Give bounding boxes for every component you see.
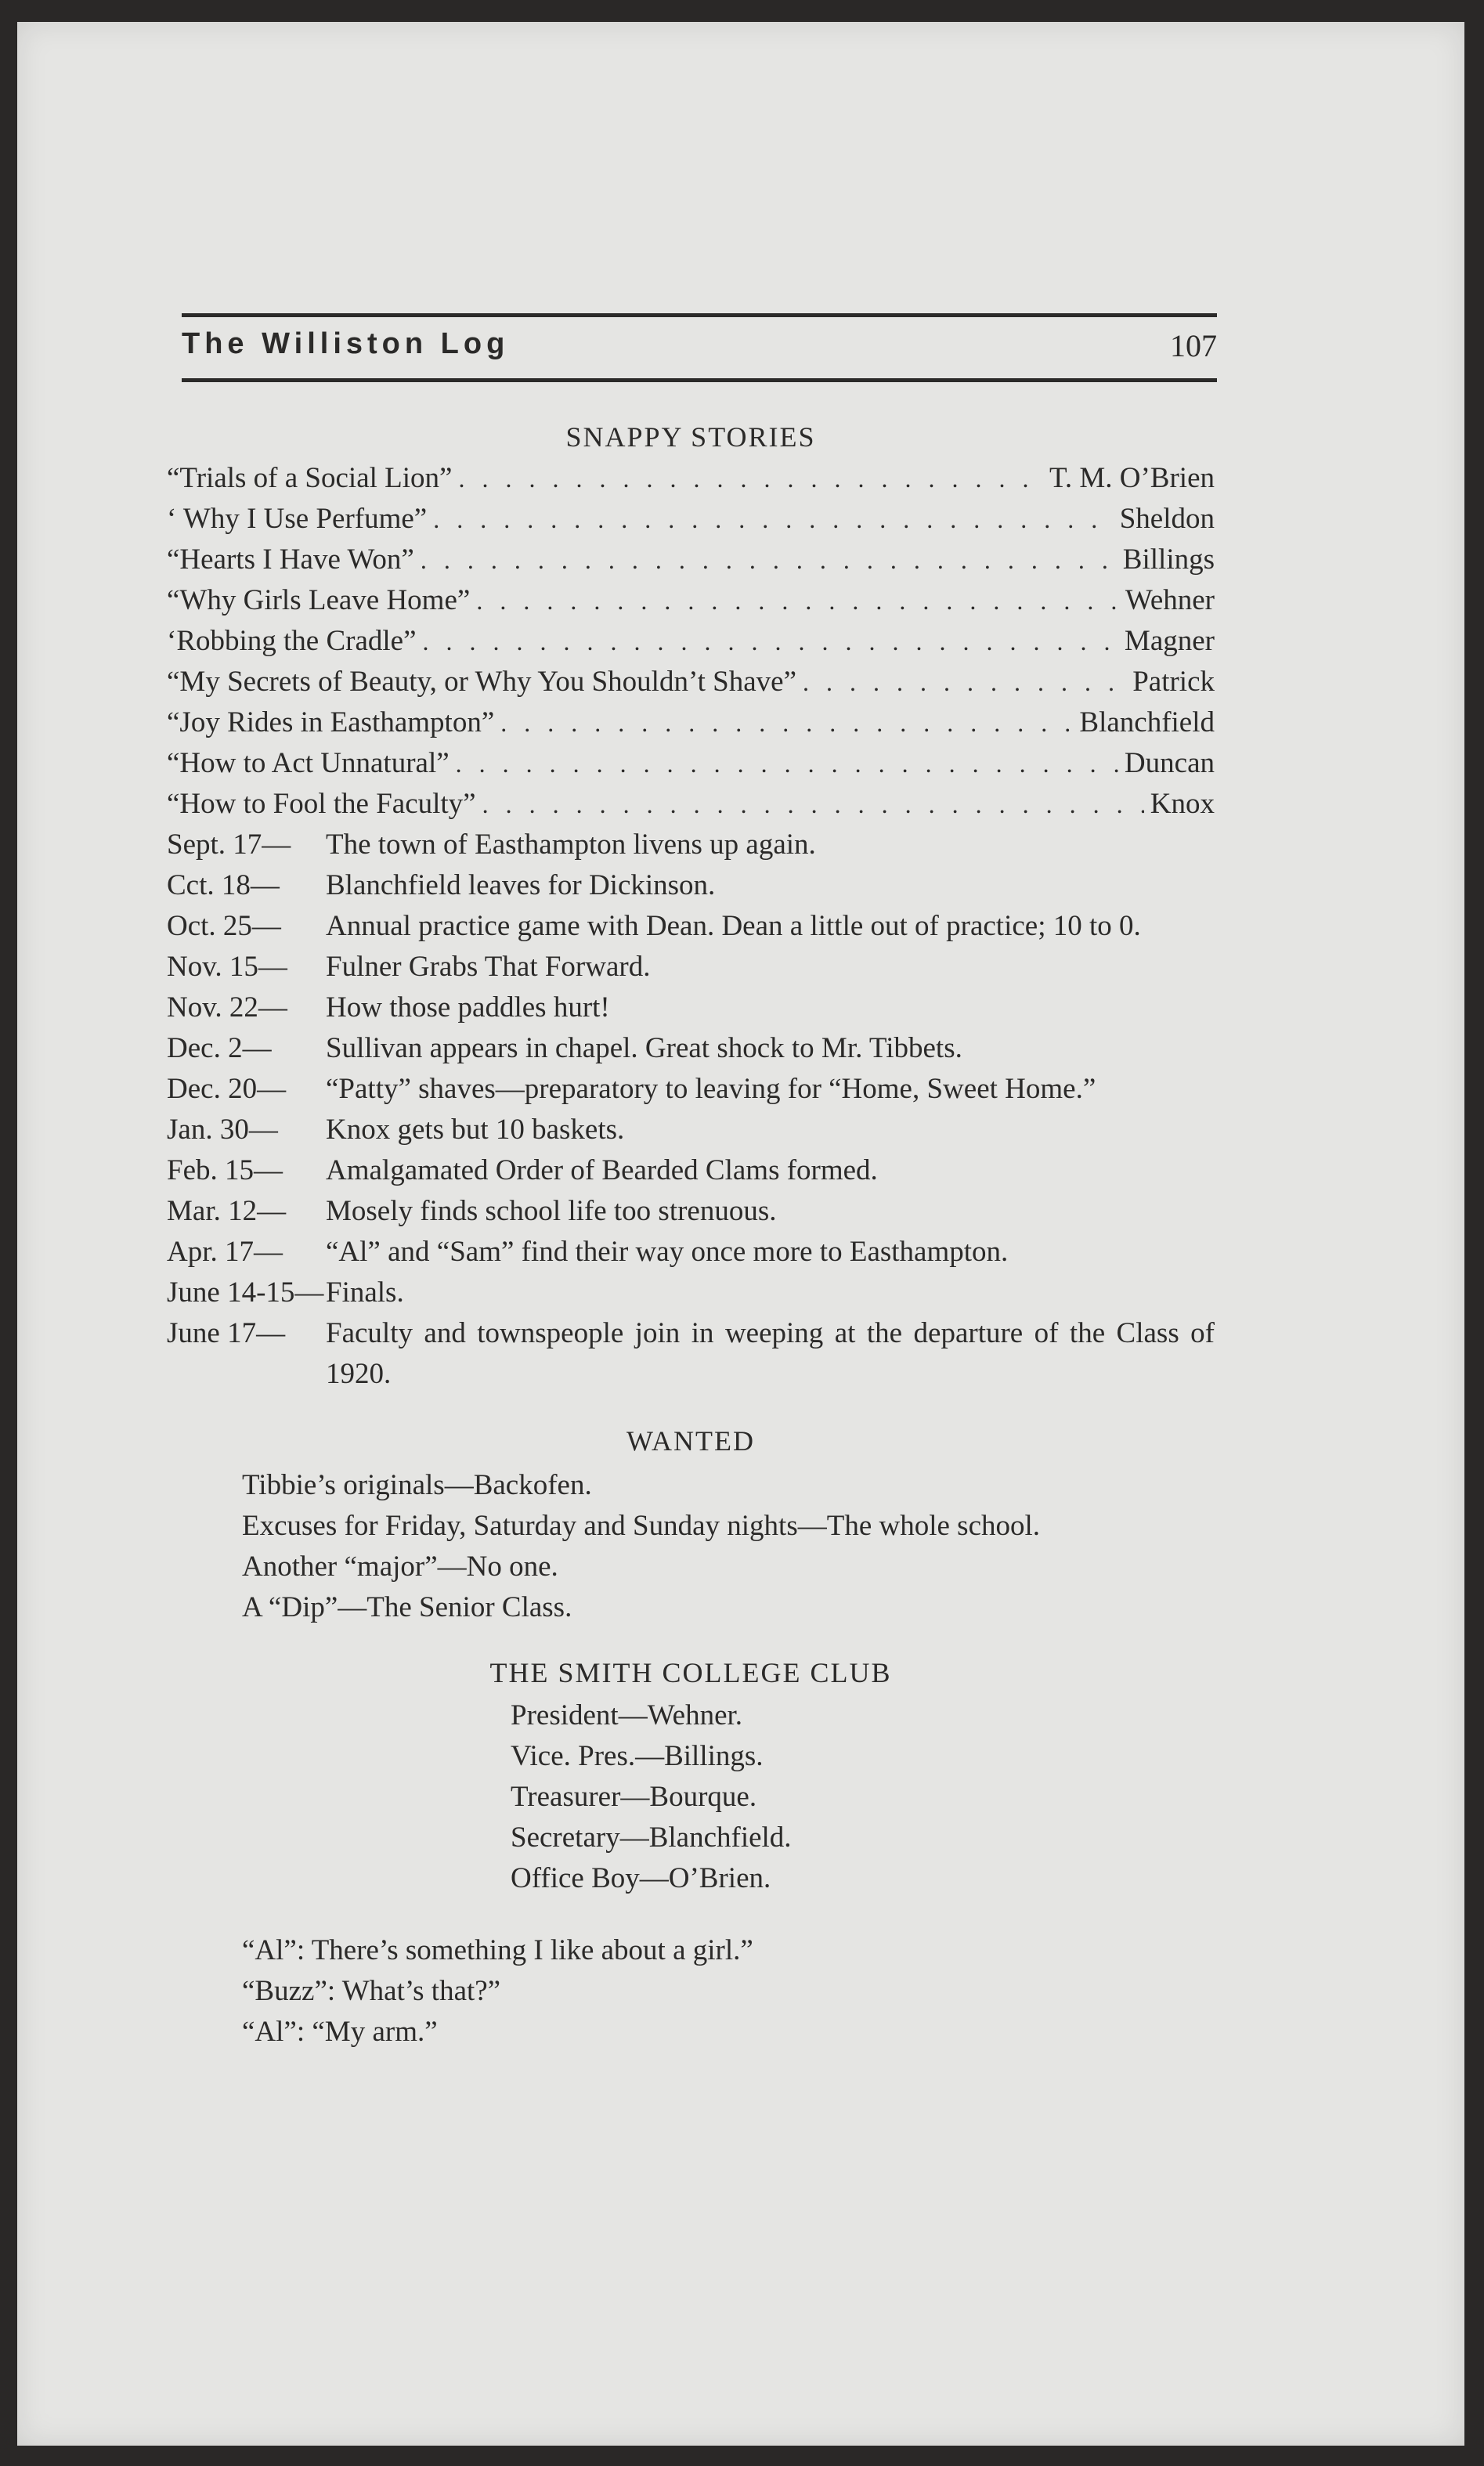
wanted-list <box>167 1465 1215 1628</box>
story-entry <box>167 784 1215 825</box>
dot-leader <box>421 540 1117 580</box>
dot-leader <box>433 499 1114 540</box>
calendar-entry <box>167 825 1215 865</box>
calendar-entry <box>167 906 1215 947</box>
calendar-text: Faculty and townspeople join in weeping at the departure of the Class of 1920. <box>326 1317 1215 1390</box>
snappy-stories-list <box>167 458 1215 825</box>
dot-leader <box>456 743 1118 784</box>
story-entry <box>167 621 1215 662</box>
calendar-entry <box>167 1232 1215 1273</box>
story-title: “Joy Rides in Easthampton” <box>167 706 495 738</box>
wanted-item: A “Dip”—The Senior Class. <box>242 1591 572 1623</box>
calendar-date: Dec. 2— <box>167 1032 272 1064</box>
story-title: “Trials of a Social Lion” <box>167 462 453 494</box>
calendar-entry <box>167 865 1215 906</box>
calendar-date: Sept. 17— <box>167 829 291 861</box>
wanted-item: Excuses for Friday, Saturday and Sunday nights—The whole school. <box>242 1510 1041 1542</box>
story-author: Knox <box>1150 788 1215 820</box>
story-entry <box>167 743 1215 784</box>
dot-leader <box>423 621 1118 662</box>
running-header <box>182 313 1217 382</box>
calendar-text: Sullivan appears in chapel. Great shock to Mr. Tibbets. <box>326 1032 962 1064</box>
calendar-text: Knox gets but 10 baskets. <box>326 1114 625 1146</box>
page-content <box>167 421 1215 2053</box>
club-officer: Vice. Pres.—Billings. <box>511 1740 764 1772</box>
calendar-date: Nov. 15— <box>167 951 287 983</box>
calendar-list <box>167 825 1215 1395</box>
calendar-date: June 14-15— <box>167 1276 324 1309</box>
page-number: 107 <box>1170 328 1217 363</box>
story-author: Wehner <box>1125 584 1215 616</box>
calendar-entry <box>167 1069 1215 1110</box>
story-title: “Hearts I Have Won” <box>167 543 414 576</box>
story-title: “Why Girls Leave Home” <box>167 584 471 616</box>
dialogue-line: “Al”: “My arm.” <box>242 2016 438 2048</box>
club-heading: THE SMITH COLLEGE CLUB <box>489 1657 892 1688</box>
club-officer: Secretary—Blanchfield. <box>511 1822 792 1854</box>
story-entry <box>167 702 1215 743</box>
story-title: “How to Act Unnatural” <box>167 747 450 779</box>
calendar-entry <box>167 1191 1215 1232</box>
calendar-date: Cct. 18— <box>167 869 280 901</box>
calendar-date: Dec. 20— <box>167 1073 287 1105</box>
story-title: ‘ Why I Use Perfume” <box>167 503 428 535</box>
calendar-date: Apr. 17— <box>167 1236 283 1268</box>
story-entry <box>167 662 1215 702</box>
story-entry <box>167 499 1215 540</box>
header-rule-top <box>182 313 1217 317</box>
calendar-text: “Al” and “Sam” find their way once more to Easthampton. <box>326 1236 1009 1268</box>
story-author: Patrick <box>1132 666 1215 698</box>
calendar-text: How those paddles hurt! <box>326 991 610 1024</box>
dot-leader <box>803 662 1126 702</box>
calendar-text: Mosely finds school life too strenuous. <box>326 1195 777 1227</box>
dialogue-joke <box>167 1930 1215 2053</box>
calendar-text: The town of Easthampton livens up again. <box>326 829 816 861</box>
story-author: Blanchfield <box>1079 706 1215 738</box>
story-title: “My Secrets of Beauty, or Why You Shouldn’t Shave” <box>167 666 796 698</box>
story-author: Duncan <box>1124 747 1215 779</box>
calendar-text: Annual practice game with Dean. Dean a little out of practice; 10 to 0. <box>326 910 1141 942</box>
dialogue-line: “Al”: There’s something I like about a girl.” <box>242 1934 753 1966</box>
wanted-item: Tibbie’s originals—Backofen. <box>242 1469 592 1501</box>
calendar-text: Blanchfield leaves for Dickinson. <box>326 869 716 901</box>
dot-leader <box>500 702 1073 743</box>
wanted-item: Another “major”—No one. <box>242 1551 558 1583</box>
calendar-entry <box>167 1313 1215 1395</box>
story-author: T. M. O’Brien <box>1049 462 1215 494</box>
calendar-date: Oct. 25— <box>167 910 281 942</box>
club-officer: President—Wehner. <box>511 1699 743 1731</box>
calendar-entry <box>167 1150 1215 1191</box>
calendar-date: Mar. 12— <box>167 1195 287 1227</box>
club-officer: Office Boy—O’Brien. <box>511 1862 771 1894</box>
running-title: The Williston Log <box>182 327 510 360</box>
calendar-text: Finals. <box>326 1276 404 1309</box>
calendar-text: Fulner Grabs That Forward. <box>326 951 651 983</box>
story-title: “How to Fool the Faculty” <box>167 788 476 820</box>
calendar-entry <box>167 1110 1215 1150</box>
dialogue-line: “Buzz”: What’s that?” <box>242 1975 501 2007</box>
story-author: Billings <box>1122 543 1215 576</box>
calendar-entry <box>167 1273 1215 1313</box>
calendar-entry <box>167 1028 1215 1069</box>
calendar-text: “Patty” shaves—preparatory to leaving for “Home, Sweet Home.” <box>326 1073 1096 1105</box>
story-entry <box>167 458 1215 499</box>
dot-leader <box>482 784 1144 825</box>
calendar-date: Nov. 22— <box>167 991 287 1024</box>
header-rule-bottom <box>182 378 1217 382</box>
story-author: Magner <box>1124 625 1215 657</box>
calendar-entry <box>167 987 1215 1028</box>
story-title: ‘Robbing the Cradle” <box>167 625 417 657</box>
club-officer: Treasurer—Bourque. <box>511 1781 757 1813</box>
wanted-heading: WANTED <box>626 1425 755 1457</box>
calendar-date: Jan. 30— <box>167 1114 278 1146</box>
story-entry <box>167 580 1215 621</box>
story-author: Sheldon <box>1119 503 1215 535</box>
story-entry <box>167 540 1215 580</box>
snappy-stories-heading: SNAPPY STORIES <box>565 421 816 453</box>
calendar-date: Feb. 15— <box>167 1154 283 1186</box>
dot-leader <box>476 580 1119 621</box>
calendar-text: Amalgamated Order of Bearded Clams formed. <box>326 1154 878 1186</box>
dot-leader <box>458 458 1043 499</box>
calendar-entry <box>167 947 1215 987</box>
club-officers-list <box>167 1695 1215 1899</box>
calendar-date: June 17— <box>167 1317 286 1349</box>
